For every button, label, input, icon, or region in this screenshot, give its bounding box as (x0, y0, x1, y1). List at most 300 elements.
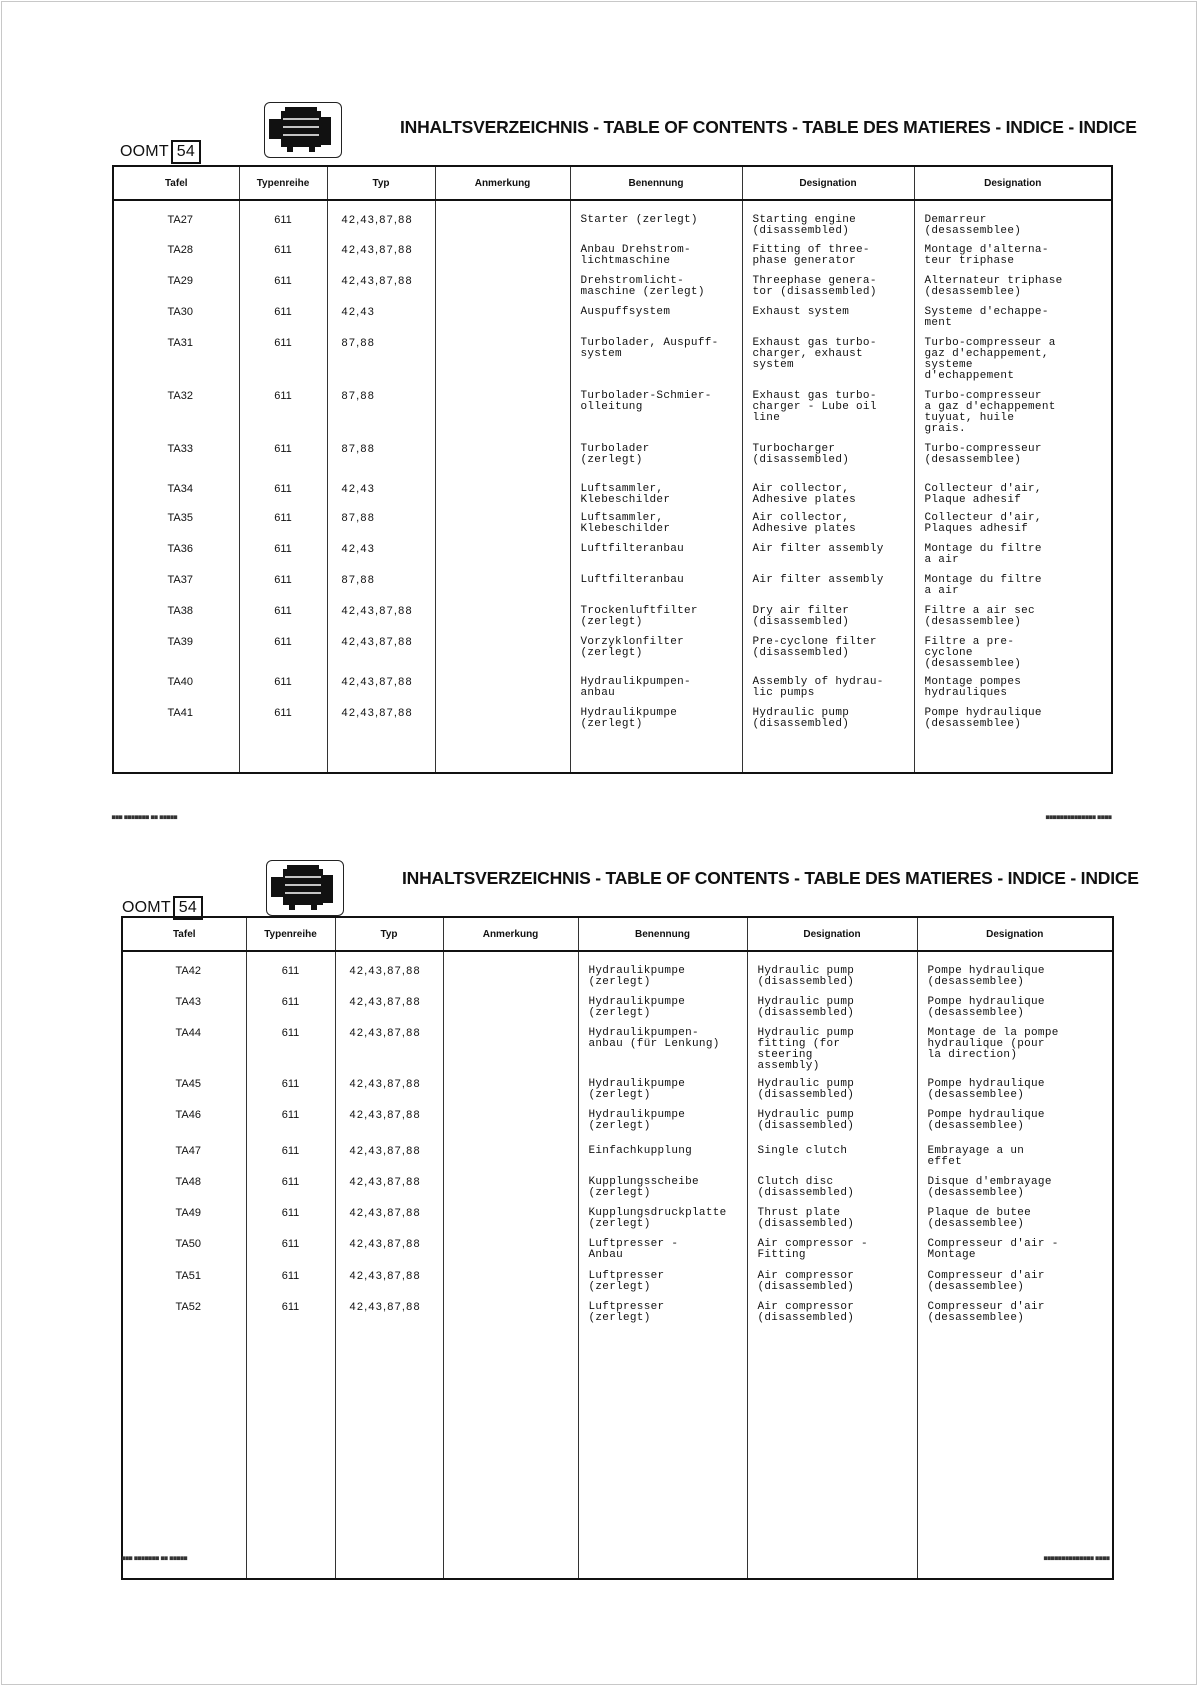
cell-benennung (578, 1108, 747, 1144)
table-row (122, 1269, 1113, 1300)
cell-designation-en (742, 706, 914, 734)
cell-designation-fr-text: Pompe hydraulique (desassemblee) (927, 1078, 1045, 1101)
table-row (113, 706, 1112, 734)
cell-tafel-text: TA38 (167, 605, 193, 617)
cell-typ (327, 635, 435, 675)
cell-benennung-text: Luftfilteranbau (580, 543, 685, 555)
cell-designation-en (747, 1175, 917, 1206)
cell-tafel (122, 964, 246, 995)
cell-designation-en (742, 442, 914, 482)
cell-designation-fr (914, 604, 1112, 635)
col-header-typ: Typ (327, 166, 435, 200)
cell-typ (327, 573, 435, 604)
table-spacer-row (113, 200, 1112, 213)
cell-typ-text: 42,43,87,88 (349, 1176, 421, 1188)
cell-benennung-text: Luftfilteranbau (580, 574, 685, 586)
cell-benennung-text: Luftpresser (zerlegt) (588, 1270, 665, 1293)
cell-tafel-text: TA37 (167, 574, 193, 586)
cell-tafel-text: TA42 (175, 965, 201, 977)
cell-designation-fr-text: Filtre a air sec (desassemblee) (924, 605, 1035, 628)
cell-typ-text: 42,43,87,88 (341, 605, 413, 617)
cell-typenreihe (239, 706, 327, 734)
cell-tafel (122, 1175, 246, 1206)
cell-tafel-text: TA27 (167, 214, 193, 226)
cell-anmerkung (435, 675, 570, 706)
cell-typenreihe-text: 611 (274, 390, 292, 402)
cell-typ-text: 42,43,87,88 (349, 965, 421, 977)
cell-typenreihe (246, 1206, 335, 1237)
cell-typenreihe-text: 611 (274, 244, 292, 256)
cell-designation-fr (917, 1206, 1113, 1237)
table-spacer-row (122, 951, 1113, 964)
cell-designation-fr (917, 1108, 1113, 1144)
cell-designation-fr-text: Turbo-compresseur a gaz d'echappement, systeme d'echappement (924, 337, 1056, 382)
cell-designation-fr (917, 1144, 1113, 1175)
cell-designation-fr-text: Disque d'embrayage (desassemblee) (927, 1176, 1052, 1199)
cell-designation-fr-text: Collecteur d'air, Plaque adhesif (924, 483, 1042, 506)
cell-typenreihe (239, 274, 327, 305)
cell-typ-text: 42,43,87,88 (349, 1270, 421, 1282)
cell-anmerkung-text (444, 1237, 578, 1239)
cell-designation-fr-text: Filtre a pre- cyclone (desassemblee) (924, 636, 1022, 670)
cell-typenreihe (246, 1237, 335, 1269)
cell-typenreihe (239, 305, 327, 336)
cell-anmerkung-text (436, 336, 570, 338)
cell-designation-en-text: Hydraulic pump (disassembled) (757, 1109, 855, 1132)
cell-typ (335, 1108, 443, 1144)
cell-tafel-text: TA29 (167, 275, 193, 287)
cell-tafel-text: TA35 (167, 512, 193, 524)
cell-designation-fr-text: Compresseur d'air - Montage (927, 1238, 1059, 1261)
cell-anmerkung (443, 1144, 578, 1175)
cell-designation-fr-text: Pompe hydraulique (desassemblee) (927, 996, 1045, 1019)
cell-designation-fr (914, 511, 1112, 542)
cell-tafel-text: TA49 (175, 1207, 201, 1219)
cell-anmerkung (435, 243, 570, 274)
cell-typenreihe-text: 611 (274, 574, 292, 586)
cell-tafel (113, 675, 239, 706)
table-row (122, 1144, 1113, 1175)
cell-tafel-text: TA50 (175, 1238, 201, 1250)
cell-designation-en (742, 573, 914, 604)
cell-typenreihe-text: 611 (274, 543, 292, 555)
cell-benennung (570, 706, 742, 734)
cell-typ (327, 675, 435, 706)
cell-typenreihe (246, 1300, 335, 1331)
cell-benennung-text: Hydraulikpumpe (zerlegt) (580, 707, 678, 730)
footer-left-code: ▆▆▆ ▆▆▆▆▆▆▆ ▆▆ ▆▆▆▆▆ (112, 814, 178, 819)
cell-typenreihe (239, 213, 327, 243)
cell-tafel-text: TA30 (167, 306, 193, 318)
cell-anmerkung (435, 542, 570, 573)
cell-tafel (113, 389, 239, 442)
cell-typ-text: 87,88 (341, 337, 376, 349)
table-row (122, 1300, 1113, 1331)
cell-designation-fr-text: Compresseur d'air (desassemblee) (927, 1270, 1045, 1293)
cell-designation-en-text: Pre-cyclone filter (disassembled) (752, 636, 877, 659)
cell-designation-en (747, 1026, 917, 1077)
cell-benennung (578, 1206, 747, 1237)
cell-benennung (578, 964, 747, 995)
page-title: INHALTSVERZEICHNIS - TABLE OF CONTENTS - TABLE DES MATIERES - INDICE - INDICE (402, 868, 1139, 888)
cell-tafel (113, 336, 239, 389)
cell-anmerkung (435, 482, 570, 511)
cell-benennung-text: Kupplungsscheibe (zerlegt) (588, 1176, 699, 1199)
cell-anmerkung (443, 1237, 578, 1269)
table-row (122, 1026, 1113, 1077)
cell-benennung-text: Hydraulikpumpen- anbau (580, 676, 691, 699)
cell-tafel-text: TA46 (175, 1109, 201, 1121)
engine-icon (266, 860, 344, 916)
cell-typ-text: 87,88 (341, 390, 376, 402)
cell-designation-en (742, 482, 914, 511)
table-row (113, 482, 1112, 511)
cell-typenreihe-text: 611 (281, 1078, 300, 1090)
cell-typenreihe-text: 611 (281, 1176, 300, 1188)
cell-tafel (113, 213, 239, 243)
page-number: 54 (173, 896, 203, 920)
table-row (113, 604, 1112, 635)
footer-right-code: ▆▆▆▆▆▆▆▆▆▆▆▆▆▆ ▆▆▆▆ (1046, 814, 1112, 819)
cell-designation-fr (917, 1237, 1113, 1269)
cell-anmerkung (435, 213, 570, 243)
cell-tafel (122, 1237, 246, 1269)
cell-designation-en (742, 305, 914, 336)
cell-designation-en-text: Air compressor (disassembled) (757, 1270, 855, 1293)
cell-anmerkung (443, 1108, 578, 1144)
cell-typ-text: 87,88 (341, 574, 376, 586)
table-row (122, 964, 1113, 995)
cell-designation-fr-text: Pompe hydraulique (desassemblee) (924, 707, 1042, 730)
cell-typ-text: 42,43 (341, 543, 376, 555)
cell-anmerkung-text (444, 964, 578, 966)
cell-anmerkung-text (444, 1077, 578, 1079)
cell-designation-fr (914, 274, 1112, 305)
cell-typenreihe-text: 611 (281, 1238, 300, 1250)
cell-designation-en-text: Air filter assembly (752, 574, 884, 586)
cell-designation-en (747, 1144, 917, 1175)
cell-tafel-text: TA34 (167, 483, 193, 495)
cell-designation-fr (914, 573, 1112, 604)
cell-tafel (113, 274, 239, 305)
table-row (113, 442, 1112, 482)
cell-typenreihe (239, 635, 327, 675)
page-title: INHALTSVERZEICHNIS - TABLE OF CONTENTS - TABLE DES MATIERES - INDICE - INDICE (400, 117, 1137, 137)
page-number: 54 (171, 140, 201, 164)
cell-typenreihe (246, 964, 335, 995)
cell-anmerkung-text (444, 1144, 578, 1146)
cell-anmerkung (435, 336, 570, 389)
cell-typ-text: 87,88 (341, 443, 376, 455)
cell-designation-en-text: Dry air filter (disassembled) (752, 605, 850, 628)
cell-tafel-text: TA51 (175, 1270, 201, 1282)
col-header-designation-fr: Designation (917, 917, 1113, 951)
cell-designation-en-text: Air collector, Adhesive plates (752, 483, 857, 506)
table-row (113, 305, 1112, 336)
cell-benennung (570, 482, 742, 511)
cell-designation-en (747, 1269, 917, 1300)
cell-designation-en-text: Thrust plate (disassembled) (757, 1207, 855, 1230)
cell-typ-text: 87,88 (341, 512, 376, 524)
cell-benennung-text: Kupplungsdruckplatte (zerlegt) (588, 1207, 727, 1230)
table-row (113, 635, 1112, 675)
cell-anmerkung (435, 389, 570, 442)
col-header-typenreihe: Typenreihe (246, 917, 335, 951)
cell-anmerkung (443, 1269, 578, 1300)
cell-typ-text: 42,43,87,88 (341, 676, 413, 688)
cell-tafel (122, 1077, 246, 1108)
cell-tafel (122, 1206, 246, 1237)
cell-tafel-text: TA52 (175, 1301, 201, 1313)
cell-designation-en-text: Exhaust gas turbo- charger - Lube oil line (752, 390, 877, 424)
cell-designation-en (742, 675, 914, 706)
cell-benennung (578, 1269, 747, 1300)
col-header-anmerkung: Anmerkung (435, 166, 570, 200)
table-row (122, 995, 1113, 1026)
cell-benennung (578, 1077, 747, 1108)
cell-designation-en (747, 964, 917, 995)
cell-typenreihe-text: 611 (281, 1301, 300, 1313)
cell-typ-text: 42,43,87,88 (349, 1301, 421, 1313)
cell-typenreihe-text: 611 (274, 636, 292, 648)
cell-anmerkung (443, 1175, 578, 1206)
col-header-benennung: Benennung (578, 917, 747, 951)
cell-designation-fr-text: Pompe hydraulique (desassemblee) (927, 1109, 1045, 1132)
cell-designation-en-text: Clutch disc (disassembled) (757, 1176, 855, 1199)
cell-typenreihe (239, 243, 327, 274)
table-row (113, 274, 1112, 305)
cell-benennung-text: Luftpresser - Anbau (588, 1238, 679, 1261)
cell-typ-text: 42,43,87,88 (349, 1207, 421, 1219)
cell-designation-en-text: Air compressor - Fitting (757, 1238, 868, 1261)
cell-typenreihe (239, 542, 327, 573)
cell-designation-en-text: Air collector, Adhesive plates (752, 512, 857, 535)
col-header-tafel: Tafel (113, 166, 239, 200)
col-header-designation-en: Designation (742, 166, 914, 200)
cell-anmerkung (443, 1077, 578, 1108)
cell-benennung (578, 1026, 747, 1077)
cell-typ (335, 964, 443, 995)
cell-designation-fr-text: Montage du filtre a air (924, 574, 1042, 597)
cell-typ (327, 482, 435, 511)
toc-table (121, 916, 1114, 1580)
table-row (113, 243, 1112, 274)
cell-typ (327, 389, 435, 442)
cell-anmerkung-text (444, 1300, 578, 1302)
cell-designation-en (742, 542, 914, 573)
cell-designation-en (742, 604, 914, 635)
table-header-row (122, 917, 1113, 951)
cell-typenreihe-text: 611 (281, 965, 300, 977)
cell-benennung-text: Luftsammler, Klebeschilder (580, 483, 671, 506)
table-row (122, 1077, 1113, 1108)
cell-designation-en-text: Turbocharger (disassembled) (752, 443, 850, 466)
cell-anmerkung (435, 274, 570, 305)
table-filler-row (122, 1331, 1113, 1579)
cell-anmerkung (435, 573, 570, 604)
cell-designation-fr (917, 1175, 1113, 1206)
cell-designation-fr (914, 389, 1112, 442)
cell-typ-text: 42,43,87,88 (349, 1145, 421, 1157)
table-row (122, 1175, 1113, 1206)
cell-typ (327, 336, 435, 389)
cell-anmerkung-text (436, 442, 570, 444)
col-header-designation-en: Designation (747, 917, 917, 951)
cell-typ-text: 42,43,87,88 (341, 244, 413, 256)
cell-typ (327, 213, 435, 243)
cell-typenreihe (246, 1144, 335, 1175)
cell-tafel (113, 482, 239, 511)
cell-typ-text: 42,43 (341, 306, 376, 318)
cell-benennung-text: Einfachkupplung (588, 1145, 693, 1157)
cell-designation-fr-text: Demarreur (desassemblee) (924, 214, 1022, 237)
cell-benennung-text: Turbolader, Auspuff- system (580, 337, 719, 360)
cell-designation-fr (914, 706, 1112, 734)
cell-benennung-text: Auspuffsystem (580, 306, 671, 318)
cell-benennung (570, 511, 742, 542)
cell-anmerkung (443, 995, 578, 1026)
cell-designation-fr-text: Alternateur triphase (desassemblee) (924, 275, 1063, 298)
table-row (113, 213, 1112, 243)
cell-benennung-text: Hydraulikpumpe (zerlegt) (588, 965, 686, 988)
cell-anmerkung (435, 305, 570, 336)
cell-anmerkung-text (436, 389, 570, 391)
cell-designation-fr-text: Montage de la pompe hydraulique (pour la direction) (927, 1027, 1059, 1061)
cell-typ-text: 42,43,87,88 (349, 1027, 421, 1039)
cell-tafel-text: TA32 (167, 390, 193, 402)
cell-designation-fr (914, 635, 1112, 675)
cell-benennung (570, 604, 742, 635)
cell-tafel-text: TA40 (167, 676, 193, 688)
table-row (113, 389, 1112, 442)
cell-typ-text: 42,43,87,88 (341, 636, 413, 648)
table-row (113, 336, 1112, 389)
cell-typenreihe-text: 611 (274, 306, 292, 318)
cell-anmerkung-text (444, 1026, 578, 1028)
cell-benennung-text: Anbau Drehstrom- lichtmaschine (580, 244, 691, 267)
cell-anmerkung (435, 635, 570, 675)
cell-typ-text: 42,43,87,88 (349, 1078, 421, 1090)
cell-anmerkung-text (436, 511, 570, 513)
cell-tafel-text: TA47 (175, 1145, 201, 1157)
cell-typenreihe-text: 611 (274, 275, 292, 287)
cell-benennung-text: Vorzyklonfilter (zerlegt) (580, 636, 685, 659)
cell-designation-fr-text: Collecteur d'air, Plaques adhesif (924, 512, 1042, 535)
page-series: OOMT (120, 143, 169, 160)
cell-benennung-text: Hydraulikpumpen- anbau (für Lenkung) (588, 1027, 720, 1050)
cell-designation-fr (914, 213, 1112, 243)
cell-designation-fr-text: Montage pompes hydrauliques (924, 676, 1022, 699)
cell-designation-en-text: Hydraulic pump (disassembled) (757, 965, 855, 988)
cell-tafel-text: TA31 (167, 337, 193, 349)
cell-designation-en-text: Exhaust system (752, 306, 850, 318)
cell-designation-en-text: Assembly of hydrau- lic pumps (752, 676, 884, 699)
cell-designation-en (747, 1206, 917, 1237)
cell-typenreihe (246, 1108, 335, 1144)
cell-tafel-text: TA48 (175, 1176, 201, 1188)
cell-anmerkung (435, 706, 570, 734)
cell-typ (335, 1175, 443, 1206)
cell-typ-text: 42,43,87,88 (349, 1238, 421, 1250)
cell-tafel (122, 1269, 246, 1300)
cell-typenreihe-text: 611 (274, 483, 292, 495)
cell-tafel (122, 1108, 246, 1144)
table-row (122, 1237, 1113, 1269)
cell-typ (327, 243, 435, 274)
cell-designation-fr-text: Plaque de butee (desassemblee) (927, 1207, 1032, 1230)
cell-typ (327, 442, 435, 482)
cell-designation-fr-text: Embrayage a un effet (927, 1145, 1025, 1168)
cell-designation-fr (914, 243, 1112, 274)
table-row (122, 1206, 1113, 1237)
cell-typenreihe-text: 611 (274, 337, 292, 349)
cell-typ (335, 1237, 443, 1269)
cell-designation-en (747, 1300, 917, 1331)
cell-tafel (113, 511, 239, 542)
col-header-designation-fr: Designation (914, 166, 1112, 200)
cell-tafel (122, 1144, 246, 1175)
cell-designation-fr-text: Systeme d'echappe- ment (924, 306, 1049, 329)
cell-anmerkung-text (436, 243, 570, 245)
cell-typ-text: 42,43,87,88 (349, 996, 421, 1008)
cell-tafel (113, 604, 239, 635)
cell-designation-en (742, 274, 914, 305)
cell-designation-en (747, 995, 917, 1026)
toc-table (112, 165, 1113, 774)
cell-benennung (570, 336, 742, 389)
col-header-anmerkung: Anmerkung (443, 917, 578, 951)
cell-typ (335, 1144, 443, 1175)
cell-designation-fr (914, 675, 1112, 706)
cell-typenreihe-text: 611 (281, 1207, 300, 1219)
cell-typenreihe-text: 611 (274, 512, 292, 524)
cell-typenreihe-text: 611 (274, 214, 292, 226)
table-row (113, 511, 1112, 542)
cell-anmerkung (435, 442, 570, 482)
cell-typ (327, 511, 435, 542)
cell-anmerkung-text (444, 1175, 578, 1177)
cell-typenreihe-text: 611 (281, 1027, 300, 1039)
cell-typenreihe-text: 611 (274, 443, 292, 455)
cell-benennung (578, 1300, 747, 1331)
cell-designation-en-text: Hydraulic pump (disassembled) (752, 707, 850, 730)
cell-typenreihe (239, 336, 327, 389)
cell-benennung-text: Luftsammler, Klebeschilder (580, 512, 671, 535)
table-row (122, 1108, 1113, 1144)
cell-designation-en-text: Hydraulic pump (disassembled) (757, 1078, 855, 1101)
page-series: OOMT (122, 899, 171, 916)
cell-tafel (122, 1300, 246, 1331)
col-header-tafel: Tafel (122, 917, 246, 951)
cell-benennung-text: Drehstromlicht- maschine (zerlegt) (580, 275, 705, 298)
footer-right-code: ▆▆▆▆▆▆▆▆▆▆▆▆▆▆ ▆▆▆▆ (1044, 1555, 1110, 1560)
cell-designation-en-text: Single clutch (757, 1145, 848, 1157)
cell-tafel (113, 635, 239, 675)
table-row (113, 675, 1112, 706)
cell-benennung (570, 243, 742, 274)
cell-designation-en-text: Hydraulic pump fitting (for steering assembly) (757, 1027, 855, 1072)
cell-typ (327, 604, 435, 635)
cell-typenreihe-text: 611 (281, 996, 300, 1008)
cell-anmerkung-text (436, 305, 570, 307)
cell-tafel (113, 573, 239, 604)
cell-tafel-text: TA44 (175, 1027, 201, 1039)
cell-typ (335, 1206, 443, 1237)
cell-typ (335, 1300, 443, 1331)
cell-benennung-text: Hydraulikpumpe (zerlegt) (588, 1078, 686, 1101)
cell-benennung (570, 542, 742, 573)
cell-designation-fr (917, 1269, 1113, 1300)
